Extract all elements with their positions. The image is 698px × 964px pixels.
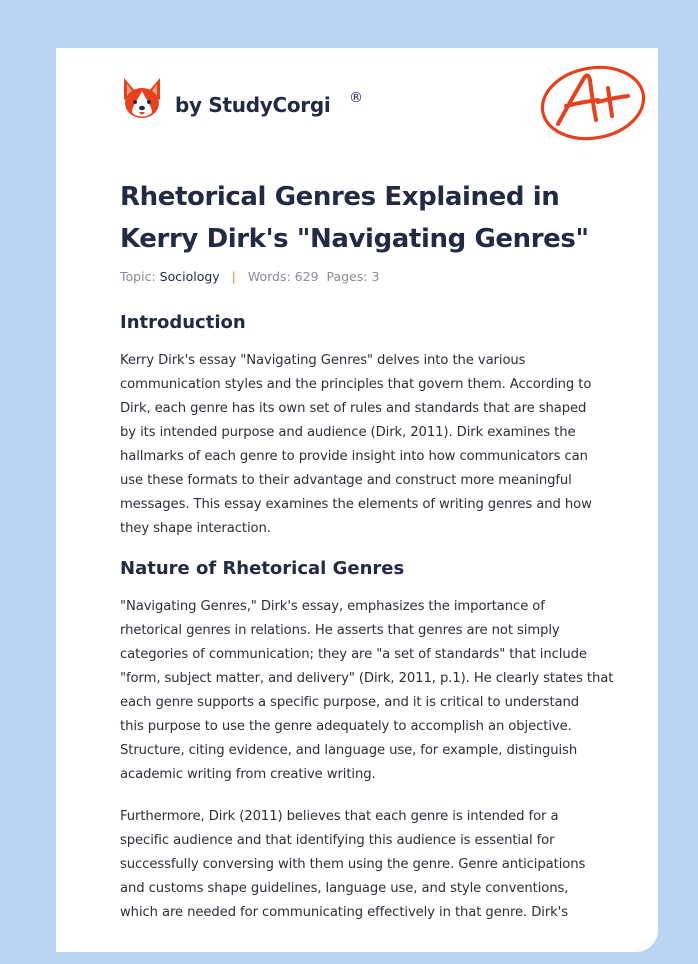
line: use these formats to their advantage and construct more meaningful — [120, 473, 572, 488]
line: specific audience and that identifying this audience is essential for — [120, 833, 555, 848]
section-heading: Nature of Rhetorical Genres — [120, 558, 405, 579]
section-heading: Introduction — [120, 312, 246, 333]
line: Structure, citing evidence, and language use, for example, distinguish — [120, 743, 578, 758]
line: this purpose to use the genre adequately to accomplish an objective. — [120, 719, 572, 734]
line: academic writing from creative writing. — [120, 767, 376, 782]
paragraph — [120, 595, 635, 787]
page-count: Pages: 3 — [326, 269, 380, 284]
line: Kerry Dirk's essay "Navigating Genres" delves into the various — [120, 353, 526, 368]
line: Dirk, each genre has its own set of rules and standards that are shaped — [120, 401, 587, 416]
registered-mark: ® — [349, 90, 363, 106]
paragraph — [120, 349, 635, 541]
line: each genre supports a specific purpose, and it is critical to understand — [120, 695, 580, 710]
line: Furthermore, Dirk (2011) believes that each genre is intended for a — [120, 809, 559, 824]
line: messages. This essay examines the elements of writing genres and how — [120, 497, 592, 512]
line: rhetorical genres in relations. He asserts that genres are not simply — [120, 623, 560, 638]
line: categories of communication; they are "a set of standards" that include — [120, 647, 587, 662]
line: successfully conversing with them using the genre. Genre anticipations — [120, 857, 586, 872]
document-meta — [120, 269, 379, 284]
title-line-2: Kerry Dirk's "Navigating Genres" — [120, 224, 589, 254]
line: hallmarks of each genre to provide insight into how communicators can — [120, 449, 588, 464]
line: which are needed for communicating effectively in that genre. Dirk's — [120, 905, 568, 920]
line: by its intended purpose and audience (Dirk, 2011). Dirk examines the — [120, 425, 576, 440]
paragraph — [120, 805, 635, 925]
line: they shape interaction. — [120, 521, 271, 536]
document-title — [120, 176, 620, 260]
word-count: Words: 629 — [247, 269, 319, 284]
a-plus-grade-icon — [536, 58, 648, 146]
line: and customs shape guidelines, language use, and style conventions, — [120, 881, 569, 896]
topic-link[interactable]: Sociology — [159, 269, 220, 284]
line: communication styles and the principles that govern them. According to — [120, 377, 592, 392]
meta-separator: | — [231, 269, 236, 284]
line: "Navigating Genres," Dirk's essay, emphasizes the importance of — [120, 599, 545, 614]
title-line-1: Rhetorical Genres Explained in — [120, 182, 560, 212]
corgi-icon — [120, 76, 164, 122]
topic-label: Topic: — [120, 269, 156, 284]
document-page — [56, 48, 658, 952]
line: "form, subject matter, and delivery" (Dirk, 2011, p.1). He clearly states that — [120, 671, 614, 686]
brand-name: by StudyCorgi — [175, 93, 331, 117]
